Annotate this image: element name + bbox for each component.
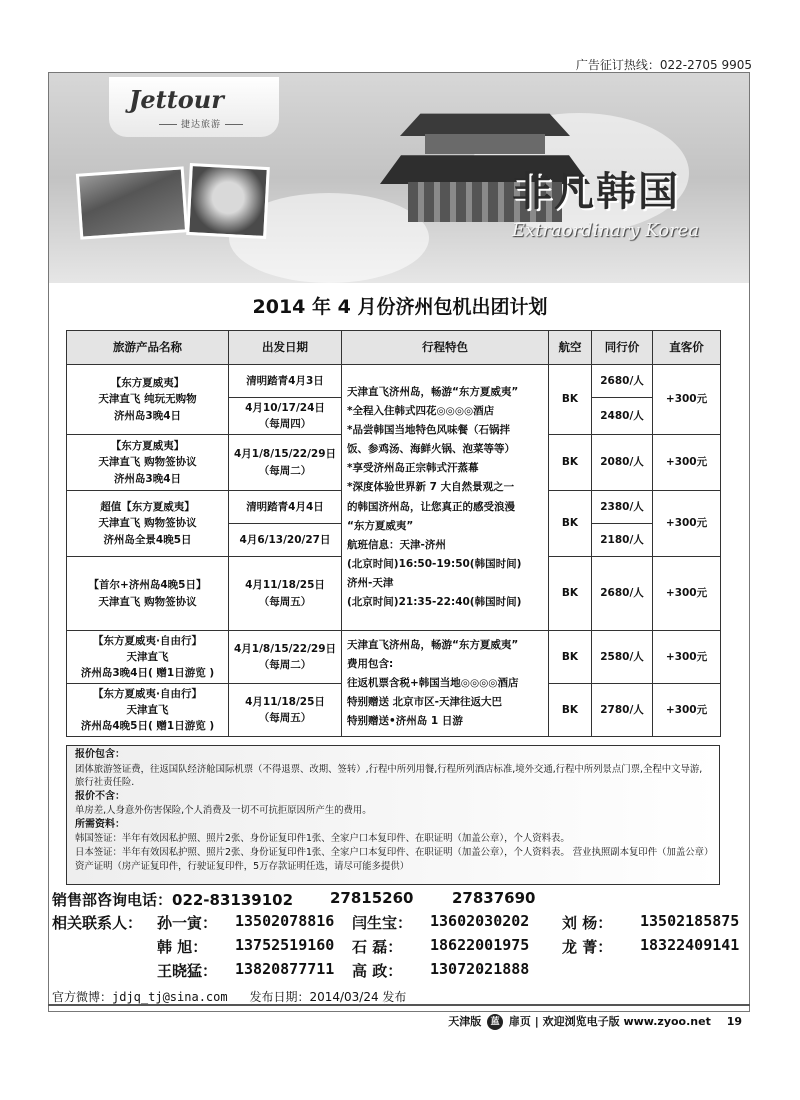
footer-rule	[48, 1004, 750, 1006]
welcome-text[interactable]: 欢迎浏览电子版 www.zyoo.net	[542, 1015, 711, 1028]
table-header-row	[67, 331, 721, 365]
header-feature: 行程特色	[342, 331, 549, 365]
tour-plan-table	[66, 330, 721, 737]
contact-name: 王晓猛：	[157, 962, 218, 980]
header-trade-price: 同行价	[592, 331, 653, 365]
header-date: 出发日期	[229, 331, 342, 365]
notes-exclude-heading: 报价不含：	[75, 790, 125, 802]
notes-include-heading: 报价包含：	[75, 749, 125, 760]
weibo[interactable]: 官方微博：jdjq_tj@sina.com	[52, 990, 228, 1004]
publish-date: 发布日期：2014/03/24 发布	[249, 990, 407, 1004]
departure-date: 4月11/18/25日 （每周五）	[229, 557, 342, 631]
trade-price: 2180/人	[592, 524, 653, 557]
retail-price: +300元	[653, 365, 721, 435]
contact-name: 高 政：	[352, 962, 403, 980]
product-name: 【东方夏威夷·自由行】 天津直飞 济州岛3晚4日( 赠1日游览 )	[67, 631, 229, 684]
contact-phone: 13602030202	[430, 912, 530, 930]
contact-name: 闫生宝：	[352, 914, 413, 932]
contact-phone: 13072021888	[430, 960, 530, 978]
notes-include: 团体旅游签证费，往返国队经济舱国际机票（不得退票、改期、签转）,行程中所列用餐,行程所列酒店标准,境外交通,行程中所列景点门票,全程中文导游,旅行社责任险.	[75, 763, 703, 789]
sales-phone: 销售部咨询电话：022-83139102	[52, 891, 294, 909]
airline: BK	[549, 631, 592, 684]
banner-subtitle: Extraordinary Korea	[512, 220, 700, 241]
logo	[109, 77, 279, 137]
retail-price: +300元	[653, 684, 721, 737]
airline: BK	[549, 684, 592, 737]
contact-label: 相关联系人：	[52, 914, 143, 932]
banner-title: 非凡韩国	[512, 168, 680, 215]
product-name: 【东方夏威夷】 天津直飞 纯玩无购物 济州岛3晚4日	[67, 365, 229, 435]
departure-date: 清明踏青4月4日	[229, 491, 342, 524]
airline: BK	[549, 365, 592, 435]
sales-phone-3: 27837690	[452, 889, 536, 907]
header-product: 旅游产品名称	[67, 331, 229, 365]
taekwondo-photo	[186, 163, 270, 239]
contact-phone: 13502185875	[640, 912, 740, 930]
trade-price: 2080/人	[592, 435, 653, 491]
retail-price: +300元	[653, 557, 721, 631]
contact-name: 石 磊：	[352, 938, 403, 956]
trade-price: 2780/人	[592, 684, 653, 737]
contact-name: 韩 旭：	[157, 938, 208, 956]
product-name: 【东方夏威夷·自由行】 天津直飞 济州岛4晚5日( 赠1日游览 )	[67, 684, 229, 737]
departure-date: 4月1/8/15/22/29日 （每周二）	[229, 435, 342, 491]
retail-price: +300元	[653, 435, 721, 491]
product-name: 【首尔+济州岛4晚5日】 天津直飞 购物签协议	[67, 557, 229, 631]
contact-phone: 18322409141	[640, 936, 740, 954]
notes-exclude: 单房差,人身意外伤害保险,个人消费及一切不可抗拒原因所产生的费用。	[75, 805, 372, 817]
departure-date: 4月11/18/25日 （每周五）	[229, 684, 342, 737]
retail-price: +300元	[653, 631, 721, 684]
departure-date: 4月10/17/24日 （每周四）	[229, 398, 342, 435]
product-name: 超值【东方夏威夷】 天津直飞 购物签协议 济州岛全景4晚5日	[67, 491, 229, 557]
page-footer: 天津版 蓝 扉页 | 欢迎浏览电子版 www.zyoo.net 19	[448, 1015, 742, 1028]
departure-date: 清明踏青4月3日	[229, 365, 342, 398]
edition: 天津版	[448, 1015, 482, 1028]
trade-price: 2680/人	[592, 557, 653, 631]
table-row	[67, 365, 721, 398]
trade-price: 2680/人	[592, 365, 653, 398]
table-row	[67, 631, 721, 684]
header-airline: 航空	[549, 331, 592, 365]
trade-price: 2580/人	[592, 631, 653, 684]
airline: BK	[549, 435, 592, 491]
blue-badge-icon: 蓝	[487, 1014, 503, 1030]
ad-hotline: 广告征订热线：022-2705 9905	[575, 58, 752, 72]
weibo-and-date	[52, 988, 406, 1005]
airline: BK	[549, 491, 592, 557]
notes-docs-korea: 韩国签证：半年有效因私护照、照片2张、身份证复印件1张、全家户口本复印件、在职证明（加盖公章），个人资料表。	[75, 833, 570, 845]
itinerary-features-free: 天津直飞济州岛，畅游“东方夏威夷” 费用包含: 往返机票含税+韩国当地◎◎◎◎酒店 特别赠送 北京市区-天津往返大巴 特别赠送•济州岛 1 日游	[342, 631, 549, 737]
product-name: 【东方夏威夷】 天津直飞 购物签协议 济州岛3晚4日	[67, 435, 229, 491]
scenery-photo	[76, 166, 188, 239]
airline: BK	[549, 557, 592, 631]
itinerary-features: 天津直飞济州岛，畅游“东方夏威夷” *全程入住韩式四花◎◎◎◎酒店 *品尝韩国当地特色风味餐（石锅拌 饭、参鸡汤、海鲜火锅、泡菜等等） *享受济州岛正宗韩式汗蒸幕 *深度体验世界新 7 大自然景观之一 的韩国济州岛，让您真正的感受浪漫 “东方夏威夷” 航班信息：天津-济州 (北京时间)16:50-19:50(韩国时间) 济州-天津 (北京时间)21:35-22:40(韩国时间)	[342, 365, 549, 631]
contact-name: 龙 菁：	[562, 938, 613, 956]
page-number: 19	[726, 1015, 742, 1028]
notes-docs-heading: 所需资料：	[75, 818, 125, 830]
price-notes	[66, 745, 720, 885]
contact-phone: 13820877711	[235, 960, 335, 978]
logo-text: Jettour	[129, 85, 224, 114]
sales-phone-2: 27815260	[330, 889, 414, 907]
retail-price: +300元	[653, 491, 721, 557]
contact-phone: 18622001975	[430, 936, 530, 954]
trade-price: 2380/人	[592, 491, 653, 524]
section: 扉页	[508, 1015, 531, 1028]
header-retail-price: 直客价	[653, 331, 721, 365]
trade-price: 2480/人	[592, 398, 653, 435]
departure-date: 4月6/13/20/27日	[229, 524, 342, 557]
contact-phone: 13502078816	[235, 912, 335, 930]
plan-title: 2014 年 4 月份济州包机出团计划	[252, 296, 548, 318]
notes-docs-japan: 日本签证：半年有效因私护照、照片2张、身份证复印件1张、全家户口本复印件、在职证明（加盖公章），个人资料表。 营业执照副本复印件（加盖公章）资产证明（房产证复印件，行驶证复印件，5万存款证明任选，请尽可能多提供）	[75, 847, 709, 872]
contact-phone: 13752519160	[235, 936, 335, 954]
contact-name: 刘 杨：	[562, 914, 613, 932]
departure-date: 4月1/8/15/22/29日 （每周二）	[229, 631, 342, 684]
contact-name: 孙一寅：	[157, 914, 218, 932]
logo-subtext: 捷达旅游	[155, 117, 247, 130]
